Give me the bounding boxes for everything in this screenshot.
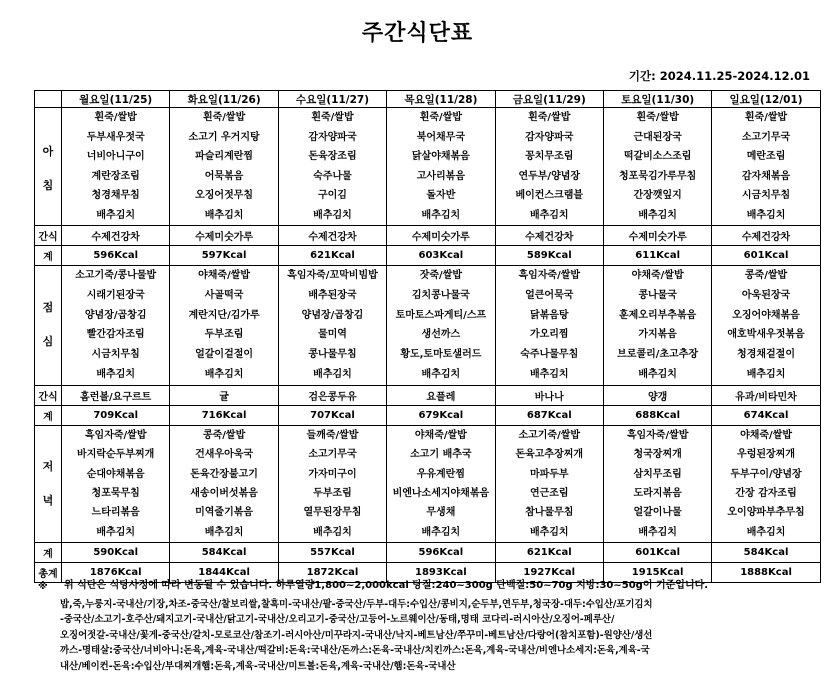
dish-item: 구이김 [317,190,347,201]
breakfast_snack-cell: 수제건강차 [278,226,386,246]
lunch-day-cell [712,266,820,386]
dish-item: 생선까스 [421,329,461,341]
lunch-label-char: 점 [42,301,54,315]
dish-item: 소고기 배추국 [410,449,472,461]
dish-item: 배추된장국 [308,289,357,301]
breakfast_snack-cell: 수제건강차 [495,226,603,246]
dish-item: 두부조림 [313,487,352,499]
lunch_kcal-cell: 716Kcal [170,405,278,425]
lunch-label [35,266,62,386]
dish-item: 청국장찌개 [633,449,682,461]
dish-item: 배추김치 [313,209,352,221]
dish-item: 배추김치 [313,526,352,538]
lunch_snack-label: 간식 [35,385,62,405]
dish-item: 가오리찜 [529,329,569,341]
dish-item: 감자양파국 [525,131,574,143]
dish-item: 새송이버섯볶음 [190,487,258,499]
lunch_kcal-cell: 688Kcal [603,405,711,425]
note-origin-line: -중국산/소고기-호주산/돼지고기-국내산/닭고기-국내산/오리고기-중국산/고등어-노르웨이산/동태,명태 코다리-러시아산/오징어-페루산/ [60,614,615,626]
dish-item: 닭볶음탕 [529,309,569,321]
dish-item: 배추김치 [529,526,569,538]
dish-item: 황도,토마토샐러드 [400,349,482,361]
dish-item: 소고기 우거지탕 [188,131,260,143]
dish-item: 배추김치 [313,368,352,380]
breakfast-label-char: 침 [42,178,54,192]
dish-item: 배추김치 [96,526,136,538]
dish-item: 꽁치무조림 [525,151,574,162]
dish-item: 잣죽/쌀밥 [419,270,463,281]
dish-item: 숙주나물무침 [520,349,579,361]
dish-item: 가자미구이 [308,468,357,480]
dish-item: 돈육장조림 [308,151,357,162]
lunch_snack-cell: 귤 [170,385,278,405]
dish-item: 배추김치 [638,526,677,538]
dish-item: 청포묵무침 [91,487,140,499]
lunch_kcal-cell: 709Kcal [62,405,170,425]
dish-item: 양념장/곱창김 [301,309,364,321]
breakfast_kcal-cell: 601Kcal [712,246,820,266]
dish-item: 시금치무침 [91,349,140,361]
lunch_kcal-cell: 707Kcal [278,405,386,425]
lunch-row [35,266,821,386]
note-origin [38,597,828,675]
breakfast_kcal-label: 계 [35,246,62,266]
dish-item: 야채죽/쌀밥 [631,270,684,281]
dish-item: 배추김치 [638,368,677,380]
note-origin-line: 오징어젓갈-국내산/꽃게-중국산/갈치-모로코산/참조기-러시아산/미꾸라지-국내산/낙지-베트남산/쭈꾸미-베트남산/다랑어(참치포함)-원양산/생선 [60,629,653,641]
lunch_snack-row [35,385,821,405]
lunch-label-char: 심 [42,335,54,349]
dish-item: 배추김치 [638,209,677,221]
dish-item: 도라지볶음 [633,487,682,499]
dish-item: 우유계란찜 [416,468,466,480]
day-header: 일요일(12/01) [712,91,820,108]
dish-item: 흰죽/쌀밥 [311,112,354,123]
dish-item: 감자채볶음 [741,170,791,182]
notes-section [38,575,828,675]
total_kcal-cell: 1888Kcal [712,563,820,583]
dish-item: 배추김치 [529,368,569,380]
dish-item: 얼큰어묵국 [525,289,574,301]
lunch-day-cell [170,266,278,386]
dinner-day-cell [62,425,170,542]
dish-item: 배추김치 [204,368,244,380]
dish-item: 얼갈이겉절이 [195,349,254,361]
dish-item: 돈육고추장찌개 [515,449,584,461]
lunch-day-cell [278,266,386,386]
total_kcal-cell: 1893Kcal [387,563,495,583]
dish-item: 흑임자죽/쌀밥 [518,270,581,281]
dish-item: 양념장/곱창김 [84,309,147,321]
dish-item: 애호박새우젓볶음 [727,329,805,341]
dish-item: 오징어야채볶음 [732,309,800,321]
day-header: 목요일(11/28) [387,91,495,108]
breakfast_kcal-cell: 621Kcal [278,246,386,266]
lunch-day-cell [387,266,495,386]
dish-item: 연두부/양념장 [518,170,581,182]
header-corner [35,91,62,108]
lunch-day-cell [62,266,170,386]
breakfast_snack-cell: 수제미숫가루 [170,226,278,246]
dish-item: 참나물무침 [525,507,574,519]
dinner-day-cell [170,425,278,542]
dish-item: 야채죽/쌀밥 [414,429,467,441]
dish-item: 소고기무국 [308,449,357,461]
dish-item: 흑임자죽/꼬막비빔밥 [287,270,378,281]
dish-item: 감자양파국 [308,131,357,143]
dish-item: 근대된장국 [633,131,682,143]
dinner_kcal-cell: 596Kcal [387,543,495,563]
dish-item: 흑임자죽/쌀밥 [84,429,147,441]
breakfast-label-char: 아 [42,144,54,158]
dish-item: 사골떡국 [204,289,244,301]
dish-item: 파슬리계란찜 [195,151,254,162]
day-header: 수요일(11/27) [278,91,386,108]
dish-item: 오이양파부추무침 [727,507,805,519]
breakfast_kcal-cell: 597Kcal [170,246,278,266]
dish-item: 배추김치 [204,526,244,538]
dish-item: 계란지단/김가루 [188,309,260,321]
dish-item: 베이컨스크램블 [515,190,584,201]
breakfast_kcal-cell: 611Kcal [603,246,711,266]
dish-item: 마파두부 [529,468,569,480]
dinner-day-cell [603,425,711,542]
header-row [35,91,821,108]
dish-item: 떡갈비소스조림 [623,151,692,162]
dish-item: 배추김치 [421,526,461,538]
dish-item: 바지락순두부찌개 [77,449,155,461]
dish-item: 소고기죽/콩나물밥 [75,270,157,281]
dish-item: 빨간감자조림 [86,329,145,341]
total_kcal-label: 총계 [35,563,62,583]
dish-item: 숙주나물 [313,170,352,182]
dish-item: 배추김치 [421,368,461,380]
lunch_snack-cell: 홈런볼/요구르트 [62,385,170,405]
dish-item: 배추김치 [746,526,786,538]
breakfast_snack-label: 간식 [35,226,62,246]
dish-item: 두부구이/양념장 [730,468,802,480]
dish-item: 배추김치 [96,209,136,221]
dish-item: 얼갈이나물 [633,507,682,519]
lunch_kcal-cell: 687Kcal [495,405,603,425]
note-origin-line: 내산/베이컨-돈육:수입산/부대찌개햄:돈육,계육-국내산/미트볼:돈육,계육-국내산/햄:돈육-국내산 [60,660,456,672]
dish-item: 간장 감자조림 [735,487,797,499]
dish-item: 연근조림 [529,487,569,499]
dish-item: 우렁된장찌개 [737,449,796,461]
dish-item: 고사리볶음 [416,170,466,182]
dish-item: 토마토스파게티/스프 [395,309,487,321]
page-title: 주간식단표 [361,21,474,46]
breakfast-day-cell [62,108,170,226]
dish-item: 두부새우젓국 [86,131,145,143]
lunch_kcal-cell: 674Kcal [712,405,820,425]
breakfast-day-cell [387,108,495,226]
breakfast_snack-row [35,226,821,246]
dish-item: 흰죽/쌀밥 [202,112,246,123]
dinner-label-char: 저 [42,459,54,473]
dish-item: 콩나물무침 [308,349,357,361]
breakfast-day-cell [495,108,603,226]
breakfast-day-cell [278,108,386,226]
dish-item: 아욱된장국 [741,289,791,301]
dish-item: 열무된장무침 [303,507,362,519]
dish-item: 간장깻잎지 [633,190,682,201]
note-origin-line: 밥,죽,누룽지-국내산/기장,차조-중국산/찰보리쌀,찰흑미-국내산/팥-중국산/두부-대두:수입산/콩비지,순두부,연두부,청국장-대두:수입산/포기김치 [60,598,653,610]
dish-item: 훈제오리부추볶음 [619,309,697,321]
dish-item: 무생채 [426,507,456,519]
period-label: 기간: 2024.11.25-2024.12.01 [628,69,810,83]
dish-item: 배추김치 [746,368,786,380]
breakfast_kcal-cell: 596Kcal [62,246,170,266]
dish-item: 청경채무침 [91,190,140,201]
lunch_kcal-row [35,405,821,425]
dinner-day-cell [495,425,603,542]
dish-item: 건새우아욱국 [195,449,254,461]
dish-item: 청포묵김가루무침 [619,170,697,182]
dish-item: 배추김치 [96,368,136,380]
dish-item: 메란조림 [746,151,786,162]
total_kcal-cell: 1844Kcal [170,563,278,583]
dish-item: 너비아니구이 [86,151,145,162]
dish-item: 미역줄기볶음 [195,507,254,519]
dish-item: 흰죽/쌀밥 [528,112,571,123]
breakfast_snack-cell: 수제미숫가루 [387,226,495,246]
dish-item: 브로콜리/초고추장 [617,349,699,361]
total_kcal-cell: 1872Kcal [278,563,386,583]
breakfast_snack-cell: 수제건강차 [712,226,820,246]
breakfast-day-cell [170,108,278,226]
dish-item: 비엔나소세지야채볶음 [392,487,490,499]
dish-item: 야채죽/쌀밥 [198,270,251,281]
dinner_kcal-cell: 584Kcal [712,543,820,563]
dinner-label-char: 녁 [42,493,54,507]
dinner-row [35,425,821,542]
total_kcal-cell: 1876Kcal [62,563,170,583]
breakfast-day-cell [603,108,711,226]
dish-item: 가지볶음 [638,329,677,341]
dish-item: 닭살야채볶음 [411,151,470,162]
breakfast_snack-cell: 수제건강차 [62,226,170,246]
dish-item: 콩나물국 [638,289,677,301]
note-calorie-standard: 위 식단은 식당사정에 따라 변동될 수 있습니다. 하루열량1,800~2,000kcal 당질:240~300g 단백질:50~70g 지방:30~50g이 기준입니다. [64,580,709,591]
lunch_snack-cell: 유과/비타민차 [712,385,820,405]
dish-item: 소고기무국 [741,131,791,143]
note-origin-line: 까스-명태살:중국산/너비아니:돈육,계육-국내산/떡갈비:돈육:국내산/돈까스:돈육-국내산/치킨까스:돈육,계육-국내산/비엔나소세지:돈육,계육-국 [60,645,650,657]
day-header: 월요일(11/25) [62,91,170,108]
dish-item: 두부조림 [204,329,244,341]
weekly-menu-table [34,90,821,583]
dish-item: 콩죽/쌀밥 [744,270,788,281]
lunch_snack-cell: 검은콩두유 [278,385,386,405]
dish-item: 흰죽/쌀밥 [94,112,137,123]
breakfast_kcal-cell: 603Kcal [387,246,495,266]
dish-item: 물미역 [317,329,347,341]
dinner_kcal-cell: 601Kcal [603,543,711,563]
dish-item: 돈육간장불고기 [190,468,258,480]
dish-item: 들깨죽/쌀밥 [306,429,359,441]
dish-item: 시금치무침 [741,190,791,201]
dish-item: 배추김치 [746,209,786,221]
day-header: 토요일(11/30) [603,91,711,108]
dish-item: 어묵볶음 [204,170,244,182]
dish-item: 삼치무조림 [633,468,682,480]
dish-item: 돌자반 [426,190,456,201]
lunch-day-cell [495,266,603,386]
dinner_kcal-cell: 584Kcal [170,543,278,563]
dish-item: 콩죽/쌀밥 [202,429,246,441]
dish-item: 소고기죽/쌀밥 [518,429,581,441]
dinner_kcal-cell: 557Kcal [278,543,386,563]
dish-item: 계란장조림 [91,170,140,182]
breakfast-day-cell [712,108,820,226]
lunch-day-cell [603,266,711,386]
dish-item: 북어채무국 [416,131,466,143]
dish-item: 순대야채볶음 [86,468,145,480]
dish-item: 흰죽/쌀밥 [636,112,679,123]
dinner-day-cell [712,425,820,542]
dinner_kcal-cell: 590Kcal [62,543,170,563]
dish-item: 시래기된장국 [86,289,145,301]
dish-item: 청경채겉절이 [737,349,796,361]
lunch_snack-cell: 요플레 [387,385,495,405]
lunch_kcal-label: 계 [35,405,62,425]
breakfast_snack-cell: 수제미숫가루 [603,226,711,246]
dish-item: 김치콩나물국 [411,289,470,301]
dish-item: 느타리볶음 [91,507,140,519]
day-header: 화요일(11/26) [170,91,278,108]
lunch_snack-cell: 양갱 [603,385,711,405]
total_kcal-cell: 1915Kcal [603,563,711,583]
dish-item: 흑임자죽/쌀밥 [626,429,689,441]
lunch_snack-cell: 바나나 [495,385,603,405]
dinner-label [35,425,62,542]
note-mark: ※ [38,581,48,592]
dish-item: 야채죽/쌀밥 [740,429,793,441]
lunch_kcal-cell: 679Kcal [387,405,495,425]
dish-item: 오징어젓무침 [195,190,254,201]
dinner_kcal-label: 계 [35,543,62,563]
breakfast_kcal-row [35,246,821,266]
dinner_kcal-row [35,543,821,563]
dish-item: 배추김치 [421,209,461,221]
day-header: 금요일(11/29) [495,91,603,108]
dinner-day-cell [387,425,495,542]
breakfast_kcal-cell: 589Kcal [495,246,603,266]
dish-item: 배추김치 [529,209,569,221]
dinner_kcal-cell: 621Kcal [495,543,603,563]
dinner-day-cell [278,425,386,542]
breakfast-row [35,108,821,226]
dish-item: 흰죽/쌀밥 [419,112,463,123]
breakfast-label [35,108,62,226]
total_kcal-cell: 1927Kcal [495,563,603,583]
dish-item: 흰죽/쌀밥 [744,112,788,123]
dish-item: 배추김치 [204,209,244,221]
